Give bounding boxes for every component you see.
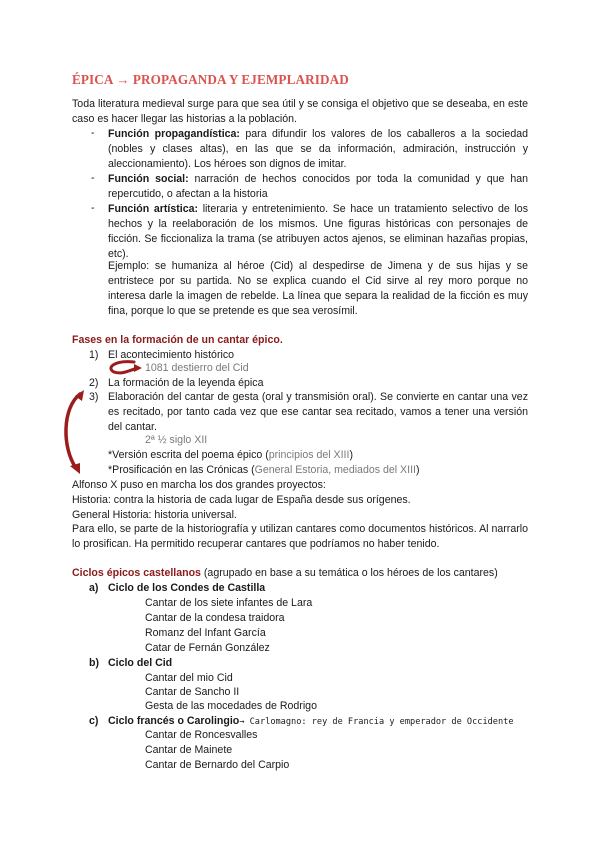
general-historia-line: General Historia: historia universal.: [72, 509, 237, 521]
siglo-note: 2ª ½ siglo XII: [145, 434, 208, 446]
version-escrita: [108, 448, 353, 463]
cantar-item: Cantar de Sancho II: [145, 686, 240, 698]
intro-paragraph: Toda literatura medieval surge para que sea útil y se consiga el objetivo que se deseaba, en este caso es hacer llegar las historias a la población.: [72, 98, 528, 125]
bullet-text: narración de hechos conocidos por toda la comunidad y que han repercutido, o afectan a la historia: [108, 173, 528, 200]
ciclos-heading: [72, 566, 498, 581]
bullet-dash: -: [91, 202, 95, 214]
ciclo-letter: c): [89, 715, 99, 727]
prosificacion-text: *Prosificación en las Crónicas (: [108, 464, 255, 476]
fase-text: El acontecimiento histórico: [108, 349, 235, 361]
ciclo-note: → Carlomagno: rey de Francia y emperador de Occidente: [239, 717, 514, 727]
bullet-label: Función propagandística:: [108, 128, 240, 140]
historia-line: Historia: contra la historia de cada lugar de España desde sus orígenes.: [72, 494, 411, 506]
bullet-text: para difundir los valores de los caballeros a la sociedad (nobles y clases altas), en las que se da información, admiración, instrucción y aleccionamiento). Los héroes son dignos de imitar.: [108, 128, 528, 170]
bullet-dash: -: [91, 127, 95, 139]
cantar-item: Catar de Fernán González: [145, 642, 270, 654]
prosificacion-close: ): [415, 464, 420, 476]
version-escrita-text: *Versión escrita del poema épico (: [108, 449, 269, 461]
prosificacion: [108, 463, 419, 478]
ciclo-name: Ciclo del Cid: [108, 657, 173, 669]
fase-text: La formación de la leyenda épica: [108, 377, 264, 389]
cantar-item: Cantar de la condesa traidora: [145, 612, 285, 624]
curved-arrow-icon: [60, 388, 90, 478]
bullet-label: Función artística:: [108, 203, 199, 215]
fases-heading: Fases en la formación de un cantar épico.: [72, 334, 283, 346]
version-escrita-date: principios del XIII: [268, 449, 350, 461]
ejemplo-paragraph: Ejemplo: se humaniza al héroe (Cid) al despedirse de Jimena y de sus hijas y se entristece por su partida. No se explica cuando el Cid sirve al rey moro porque no interesa darle la imagen de rebelde. La línea que separa la realidad de la ficción es muy fina, porque lo que se pretende es que sea verosímil.: [108, 260, 528, 317]
ciclo-letter: b): [89, 657, 99, 669]
cantar-item: Cantar de Roncesvalles: [145, 729, 258, 741]
bullet-dash: -: [91, 172, 95, 184]
cantar-item: Cantar del mio Cid: [145, 672, 233, 684]
bullet-social: [108, 172, 528, 202]
ciclo-letter: a): [89, 582, 99, 594]
fase-number: 3): [89, 391, 99, 403]
note-1081: 1081 destierro del Cid: [145, 362, 249, 374]
fase-number: 2): [89, 377, 99, 389]
ciclos-heading-title: Ciclos épicos castellanos: [72, 567, 201, 579]
curved-arrow-icon: [104, 358, 144, 378]
version-escrita-close: ): [349, 449, 353, 461]
bullet-propaganda: [108, 127, 528, 172]
ciclo-name: Ciclo de los Condes de Castilla: [108, 582, 266, 594]
cantar-item: Gesta de las mocedades de Rodrigo: [145, 700, 317, 712]
cantar-item: Romanz del Infant García: [145, 627, 266, 639]
bullet-artistica: [108, 202, 528, 262]
ciclo-name: Ciclo francés o Carolingio: [108, 715, 240, 727]
fase-text: Elaboración del cantar de gesta (oral y transmisión oral). Se convierte en cantar una vez es recitado, por tanto cada vez que ese cantar sea recitado, vamos a tener una versión del cantar.: [108, 391, 528, 433]
alfonso-line: Alfonso X puso en marcha los dos grandes proyectos:: [72, 479, 326, 491]
cantar-item: Cantar de Mainete: [145, 744, 233, 756]
fase-number: 1): [89, 349, 99, 361]
ciclos-heading-rest: (agrupado en base a su temática o los héroes de los cantares): [200, 567, 498, 579]
bullet-label: Función social:: [108, 173, 189, 185]
para-ello-paragraph: Para ello, se parte de la historiografía y utilizan cantares como documentos históricos. Al narrarlo lo prosifican. Ha permitido recuperar cantares que podríamos no haber tenido.: [72, 523, 528, 550]
page-title: ÉPICA → PROPAGANDA Y EJEMPLARIDAD: [72, 72, 349, 87]
cantar-item: Cantar de Bernardo del Carpio: [145, 759, 290, 771]
cantar-item: Cantar de los siete infantes de Lara: [145, 597, 313, 609]
prosificacion-date: General Estoria, mediados del XIII: [254, 464, 416, 476]
bullet-text: literaria y entretenimiento. Se hace un tratamiento selectivo de los hechos y la reelaboración de los mismos. Une figuras históricas con personajes de ficción. Se ficcionaliza la trama (se atribuyen actos ajenos, se eliminan hazañas propias, etc).: [108, 203, 528, 260]
